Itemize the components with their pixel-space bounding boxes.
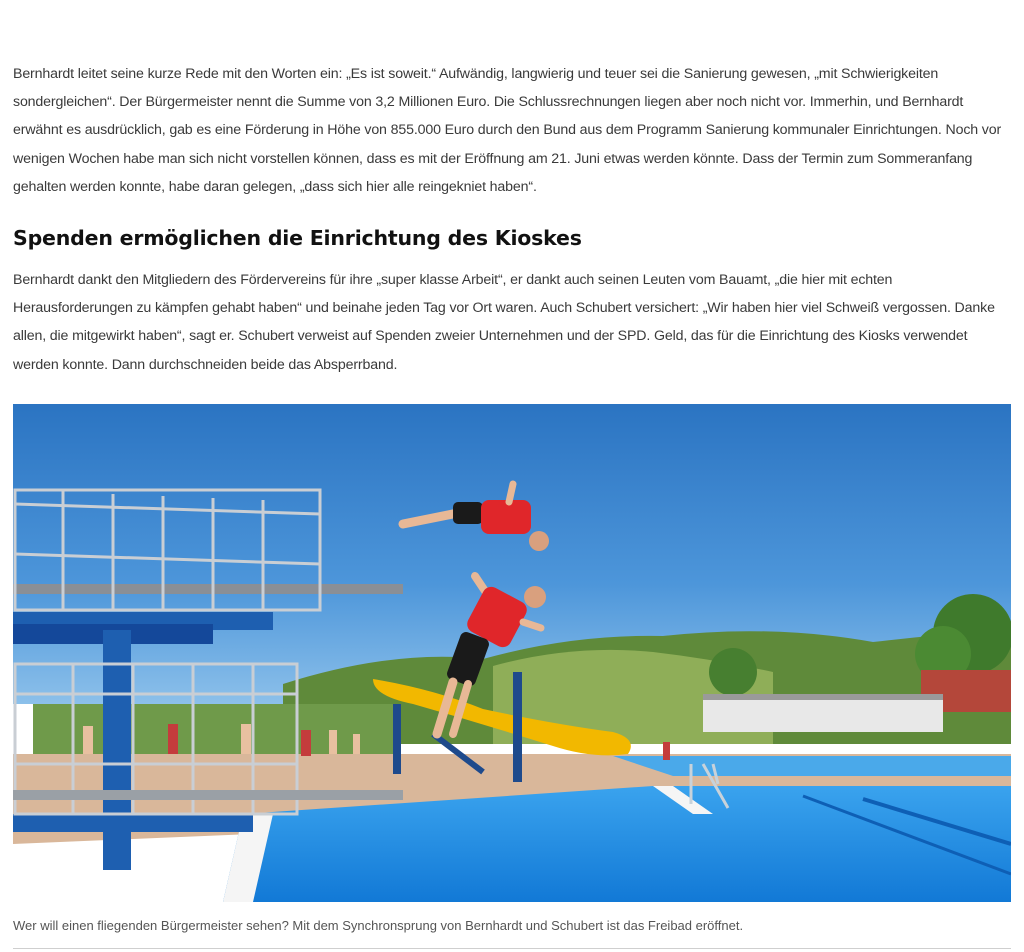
divider: [13, 948, 1011, 949]
article-photo[interactable]: [13, 404, 1011, 902]
article-paragraph: Bernhardt leitet seine kurze Rede mit den Worten ein: „Es ist soweit.“ Aufwändig, langwierig und teuer sei die Sanierung gewesen, „mit Schwierigkeiten sondergleichen“. Der Bürgermeister nennt die Summe von 3,2 Millionen Euro. Die Schlussrechnungen liegen aber noch nicht vor. Immerhin, und Bernhardt erwähnt es ausdrücklich, gab es eine Förderung in Höhe von 855.000 Euro durch den Bund aus dem Programm Sanierung kommunaler Einrichtungen. Noch vor wenigen Wochen habe man sich nicht vorstellen können, dass es mit der Eröffnung am 21. Juni etwas werden könnte. Dass der Termin zum Sommeranfang gehalten werden konnte, habe daran gelegen, „dass sich hier alle reingekniet haben“.: [13, 66, 1002, 195]
photo-caption: Wer will einen fliegenden Bürgermeister sehen? Mit dem Synchronsprung von Bernhardt und Schubert ist das Freibad eröffnet.: [13, 918, 744, 933]
article-paragraph: Bernhardt dankt den Mitgliedern des Fördervereins für ihre „super klasse Arbeit“, er dankt auch seinen Leuten vom Bauamt, „die hier mit echten Herausforderungen zu kämpfen gehabt haben“ und beinahe jeden Tag vor Ort waren. Auch Schubert versichert: „Wir haben hier viel Schweiß vergossen. Danke allen, die mitgewirkt haben“, sagt er. Schubert verweist auf Spenden zweier Unternehmen und der SPD. Geld, das für die Einrichtung des Kiosks verwendet werden konnte. Dann durchschneiden beide das Absperrband.: [13, 272, 995, 373]
section-heading: Spenden ermöglichen die Einrichtung des Kioskes: [13, 226, 582, 250]
